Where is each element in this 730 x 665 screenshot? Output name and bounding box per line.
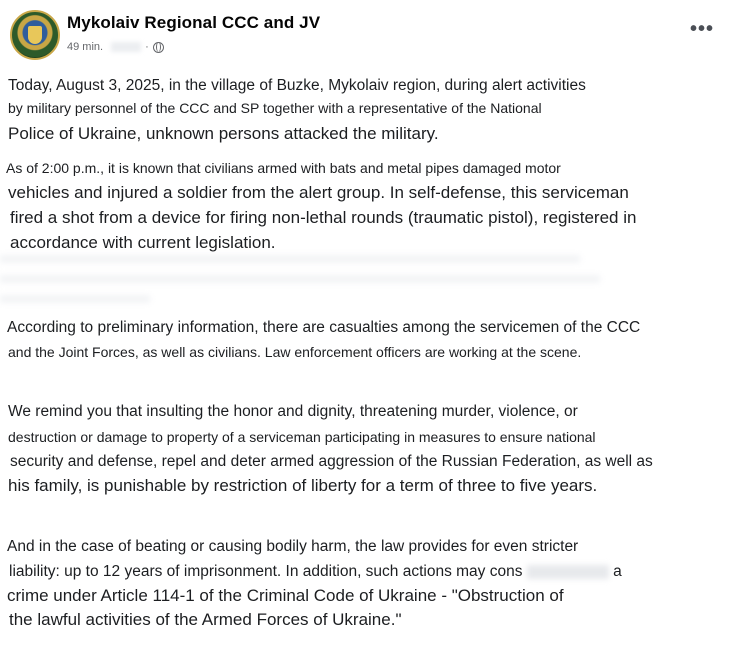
- emblem-icon: [28, 26, 42, 44]
- post-line: vehicles and injured a soldier from the alert group. In self-defense, this serviceman: [8, 183, 629, 202]
- page-avatar[interactable]: [10, 10, 60, 60]
- post-line: the lawful activities of the Armed Forces of Ukraine.": [9, 610, 402, 629]
- ghost-text: [0, 275, 600, 283]
- ghost-text: [0, 255, 580, 263]
- globe-icon[interactable]: [153, 42, 164, 53]
- post-line: by military personnel of the CCC and SP together with a representative of the National: [8, 100, 542, 116]
- post-line: [9, 563, 622, 581]
- post-meta: [67, 41, 164, 53]
- meta-separator: ·: [145, 41, 149, 53]
- post-line: crime under Article 114-1 of the Criminal Code of Ukraine - "Obstruction of: [7, 586, 564, 605]
- post-line: We remind you that insulting the honor and dignity, threatening murder, violence, or: [8, 403, 578, 420]
- post-line: fired a shot from a device for firing non-lethal rounds (traumatic pistol), registered in: [10, 208, 637, 227]
- blurred-text: [527, 565, 609, 579]
- post-line: security and defense, repel and deter armed aggression of the Russian Federation, as well as: [10, 453, 653, 470]
- post-line-fragment: liability: up to 12 years of imprisonment. In addition, such actions may cons: [9, 563, 523, 580]
- post-line-fragment: a: [613, 563, 622, 580]
- blurred-text: [111, 42, 141, 52]
- post-line: and the Joint Forces, as well as civilians. Law enforcement officers are working at the scene.: [8, 344, 582, 360]
- post-time-link[interactable]: 49 min.: [67, 41, 104, 53]
- post-line: According to preliminary information, there are casualties among the servicemen of the CCC: [7, 319, 641, 336]
- post-line: Today, August 3, 2025, in the village of Buzke, Mykolaiv region, during alert activities: [8, 77, 586, 94]
- post-line: And in the case of beating or causing bodily harm, the law provides for even stricter: [7, 538, 579, 555]
- post-line: destruction or damage to property of a serviceman participating in measures to ensure national: [8, 429, 596, 445]
- more-options-icon[interactable]: •••: [689, 18, 714, 40]
- page-name-link[interactable]: Mykolaiv Regional CCC and JV: [67, 13, 321, 32]
- post-line: his family, is punishable by restriction of liberty for a term of three to five years.: [8, 476, 598, 495]
- post-header: [10, 10, 720, 62]
- post-line: Police of Ukraine, unknown persons attacked the military.: [8, 124, 439, 143]
- post-line: accordance with current legislation.: [10, 233, 276, 252]
- post-line: As of 2:00 p.m., it is known that civilians armed with bats and metal pipes damaged motor: [6, 160, 561, 176]
- ghost-text: [0, 295, 150, 303]
